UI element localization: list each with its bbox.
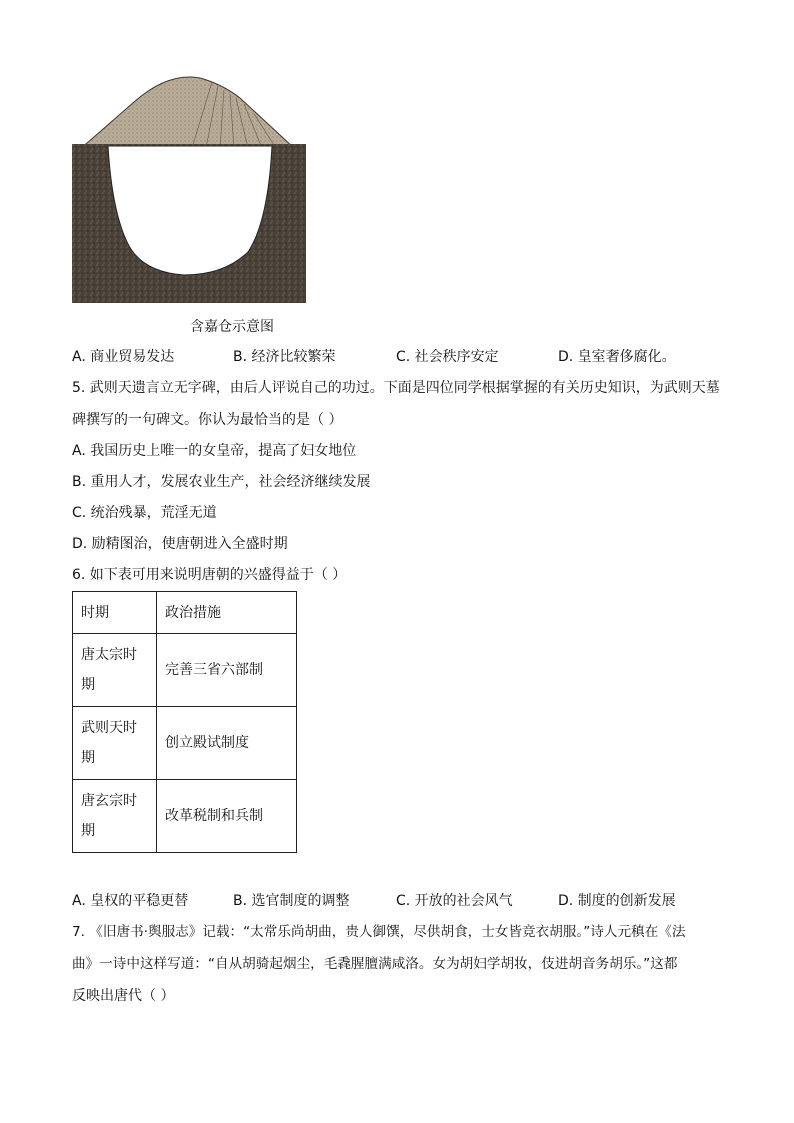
q6-stem: 6. 如下表可用来说明唐朝的兴盛得益于（ ） (72, 567, 347, 583)
q5-option-a[interactable]: A. 我国历史上唯一的女皇帝，提高了妇女地位 (72, 443, 357, 459)
q7-stem-line2: 曲》一诗中这样写道：“自从胡骑起烟尘，毛毳腥膻满咸洛。女为胡妇学胡妆，伎进胡音务胡乐。”这都 (72, 956, 678, 972)
table-row (73, 634, 297, 707)
period-line1: 唐玄宗时 (81, 793, 137, 809)
table-cell-period (73, 707, 157, 780)
q5-stem-line1: 5. 武则天遗言立无字碑，由后人评说自己的功过。下面是四位同学根据掌握的有关历史知识，为武则天墓 (72, 380, 720, 396)
figure-caption: 含嘉仓示意图 (190, 319, 274, 335)
q5-option-b[interactable]: B. 重用人才，发展农业生产，社会经济继续发展 (72, 474, 371, 490)
table-header-row (73, 592, 297, 634)
table-header-measure: 政治措施 (157, 592, 297, 634)
period-line2: 期 (81, 750, 95, 766)
period-line1: 武则天时 (81, 720, 137, 736)
table-cell-measure: 创立殿试制度 (157, 707, 297, 780)
q6-option-b[interactable]: B. 选官制度的调整 (233, 893, 350, 909)
q6-option-c[interactable]: C. 开放的社会风气 (396, 893, 513, 909)
table-header-period: 时期 (73, 592, 157, 634)
q4-option-c[interactable]: C. 社会秩序安定 (396, 349, 499, 365)
q4-option-d[interactable]: D. 皇室奢侈腐化。 (558, 349, 676, 365)
q4-option-a[interactable]: A. 商业贸易发达 (72, 349, 175, 365)
granary-illustration (72, 72, 306, 303)
q6-option-d[interactable]: D. 制度的创新发展 (558, 893, 676, 909)
q5-stem-line2: 碑撰写的一句碑文。你认为最恰当的是（ ） (72, 412, 343, 428)
period-line1: 唐太宗时 (81, 647, 137, 663)
table-row (73, 780, 297, 853)
table-row (73, 707, 297, 780)
period-line2: 期 (81, 823, 95, 839)
q5-option-d[interactable]: D. 励精图治，使唐朝进入全盛时期 (72, 536, 288, 552)
q7-stem-line1: 7. 《旧唐书·舆服志》记载：“太常乐尚胡曲，贵人御馔，尽供胡食，士女皆竞衣胡服。”诗人元稹在《法 (72, 924, 686, 940)
table-cell-measure: 改革税制和兵制 (157, 780, 297, 853)
table-cell-measure: 完善三省六部制 (157, 634, 297, 707)
q4-option-b[interactable]: B. 经济比较繁荣 (233, 349, 336, 365)
q5-option-c[interactable]: C. 统治残暴，荒淫无道 (72, 505, 217, 521)
period-line2: 期 (81, 677, 95, 693)
q6-option-a[interactable]: A. 皇权的平稳更替 (72, 893, 189, 909)
policy-table (72, 591, 297, 853)
q7-stem-line3: 反映出唐代（ ） (72, 988, 175, 1004)
table-cell-period (73, 780, 157, 853)
table-cell-period (73, 634, 157, 707)
